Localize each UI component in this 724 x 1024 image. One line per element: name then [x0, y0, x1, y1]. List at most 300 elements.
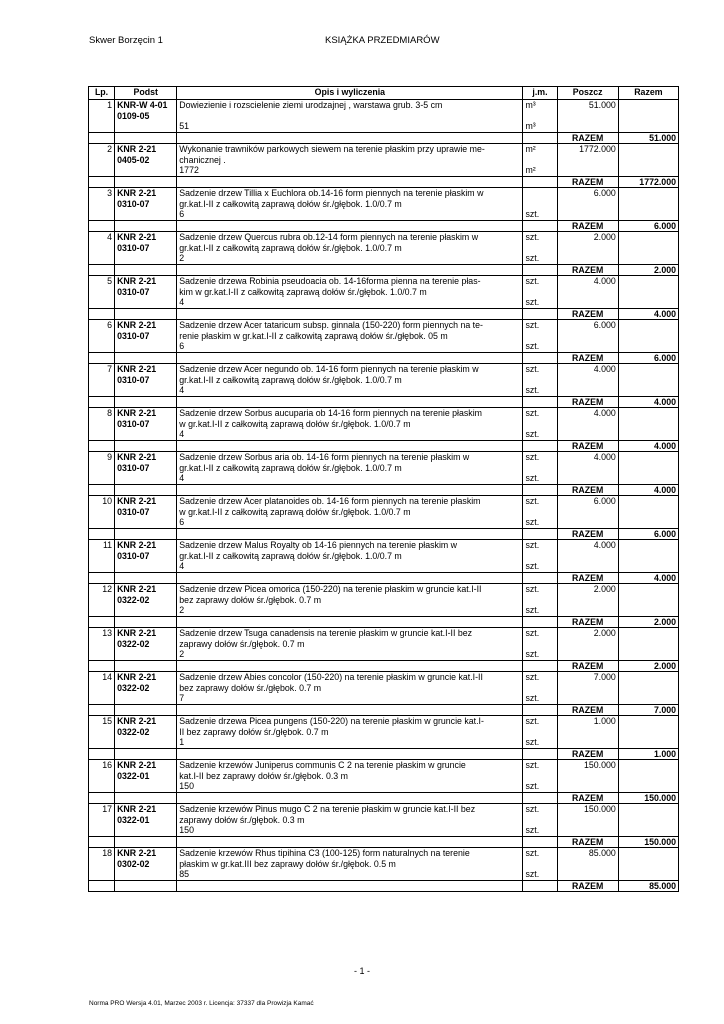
unit-line: szt.	[525, 584, 540, 594]
total-row-empty-cell	[89, 836, 115, 848]
basis-line: 0310-07	[117, 462, 150, 473]
item-number: 17	[89, 804, 115, 837]
total-row-empty-cell	[523, 220, 557, 232]
total-row-empty-cell	[89, 440, 115, 452]
item-unit	[523, 540, 557, 573]
item-number: 9	[89, 452, 115, 485]
item-unit	[523, 232, 557, 265]
item-total-empty	[618, 540, 678, 573]
calculation-line: 4	[179, 385, 185, 395]
partial-value: 2.000	[593, 232, 616, 242]
basis-line: 0310-07	[117, 374, 150, 385]
total-label: RAZEM	[557, 572, 618, 584]
total-row-empty-cell	[523, 308, 557, 320]
total-label: RAZEM	[557, 748, 618, 760]
unit-line: szt.	[525, 408, 540, 418]
total-value: 1772.000	[618, 176, 678, 188]
unit-spacer	[525, 551, 554, 562]
unit-spacer	[525, 199, 554, 210]
total-label: RAZEM	[557, 352, 618, 364]
calculation-line: 4	[179, 297, 185, 307]
total-row-empty-cell	[89, 704, 115, 716]
description-line: Sadzenie krzewów Rhus tipihina C3 (100-125) form naturalnych na terenie	[179, 848, 470, 858]
basis-line: 0322-02	[117, 638, 150, 649]
basis-line: 0322-02	[117, 594, 150, 605]
item-unit	[523, 144, 557, 177]
table-row	[89, 100, 679, 133]
description-line: renie płaskim w gr.kat.I-II z całkowitą zaprawą dołów śr./głębok. 05 m	[179, 330, 448, 341]
description-line: Sadzenie drzewa Robinia pseudoacia ob. 14-16forma pienna na terenie płas-	[179, 276, 481, 286]
item-number: 11	[89, 540, 115, 573]
calculation-line: 6	[179, 517, 185, 527]
description-line: Sadzenie drzew Quercus rubra ob.12-14 form piennych na terenie płaskim w	[179, 232, 479, 242]
item-total-empty	[618, 760, 678, 793]
basis-line: KNR 2-21	[117, 188, 157, 198]
table-row	[89, 628, 679, 661]
item-partial-quantity	[557, 672, 618, 705]
description-line: kim w gr.kat.I-II z całkowitą zaprawą dołów śr./głębok. 1.0/0.7 m	[179, 286, 427, 297]
description-line: płaskim w gr.kat.III bez zaprawy dołów śr./głębok. 0.5 m	[179, 858, 396, 869]
basis-line: 0322-02	[117, 682, 150, 693]
total-value: 4.000	[618, 308, 678, 320]
calculation-line: 85	[179, 869, 190, 879]
partial-value: 2.000	[593, 584, 616, 594]
total-value: 1.000	[618, 748, 678, 760]
basis-line: KNR 2-21	[117, 320, 157, 330]
description-line: w gr.kat.I-II z całkowitą zaprawą dołów śr./głębok. 1.0/0.7 m	[179, 418, 411, 429]
total-row-empty-cell	[177, 220, 523, 232]
total-label: RAZEM	[557, 660, 618, 672]
partial-value: 4.000	[593, 452, 616, 462]
basis-line: 0310-07	[117, 286, 150, 297]
item-partial-quantity	[557, 320, 618, 353]
total-row-empty-cell	[115, 440, 177, 452]
total-value: 51.000	[618, 132, 678, 144]
unit-line: m²	[525, 144, 536, 154]
total-row	[89, 176, 679, 188]
item-description	[177, 232, 523, 265]
total-label: RAZEM	[557, 880, 618, 892]
total-row-empty-cell	[523, 572, 557, 584]
unit-line: szt.	[525, 517, 540, 527]
total-row	[89, 704, 679, 716]
item-partial-quantity	[557, 100, 618, 133]
unit-spacer	[525, 727, 554, 738]
item-description	[177, 276, 523, 309]
unit-spacer	[525, 463, 554, 474]
item-partial-quantity	[557, 408, 618, 441]
unit-line: szt.	[525, 737, 540, 747]
item-total-empty	[618, 276, 678, 309]
item-basis	[115, 628, 177, 661]
description-line: bez zaprawy dołów śr./głębok. 0.7 m	[179, 594, 322, 605]
basis-line: KNR 2-21	[117, 408, 157, 418]
table-row	[89, 672, 679, 705]
total-row	[89, 352, 679, 364]
total-row-empty-cell	[523, 352, 557, 364]
total-row-empty-cell	[115, 704, 177, 716]
item-partial-quantity	[557, 188, 618, 221]
item-partial-quantity	[557, 232, 618, 265]
item-description	[177, 408, 523, 441]
item-partial-quantity	[557, 628, 618, 661]
basis-line: KNR 2-21	[117, 760, 157, 770]
total-row-empty-cell	[115, 572, 177, 584]
item-total-empty	[618, 320, 678, 353]
total-row-empty-cell	[177, 396, 523, 408]
partial-value: 1.000	[593, 716, 616, 726]
calculation-line: 6	[179, 209, 185, 219]
total-row-empty-cell	[523, 396, 557, 408]
item-partial-quantity	[557, 584, 618, 617]
item-basis	[115, 320, 177, 353]
description-line: gr.kat.I-II z całkowitą zaprawą dołów śr./głębok. 1.0/0.7 m	[179, 462, 402, 473]
partial-value: 150.000	[583, 804, 616, 814]
item-unit	[523, 716, 557, 749]
total-row-empty-cell	[177, 440, 523, 452]
item-unit	[523, 848, 557, 881]
description-line: kat.I-II bez zaprawy dołów śr./głębok. 0.3 m	[179, 770, 348, 781]
table-row	[89, 144, 679, 177]
total-row	[89, 220, 679, 232]
item-total-empty	[618, 408, 678, 441]
unit-line: szt.	[525, 385, 540, 395]
unit-line: szt.	[525, 716, 540, 726]
total-row	[89, 440, 679, 452]
calculation-line: 2	[179, 253, 185, 263]
basis-line: 0302-02	[117, 858, 150, 869]
item-total-empty	[618, 364, 678, 397]
total-row-empty-cell	[523, 880, 557, 892]
total-row-empty-cell	[177, 528, 523, 540]
item-basis	[115, 760, 177, 793]
unit-line: szt.	[525, 232, 540, 242]
total-row-empty-cell	[115, 396, 177, 408]
total-value: 6.000	[618, 528, 678, 540]
unit-line: szt.	[525, 561, 540, 571]
description-line: Sadzenie drzew Tillia x Euchlora ob.14-16 form piennych na terenie płaskim w	[179, 188, 484, 198]
total-value: 6.000	[618, 352, 678, 364]
item-number: 18	[89, 848, 115, 881]
col-header-opis: Opis i wyliczenia	[177, 87, 523, 100]
item-unit	[523, 276, 557, 309]
calculation-line: 4	[179, 429, 185, 439]
item-basis	[115, 364, 177, 397]
total-row-empty-cell	[115, 352, 177, 364]
total-row-empty-cell	[115, 616, 177, 628]
total-row-empty-cell	[115, 836, 177, 848]
total-row-empty-cell	[89, 660, 115, 672]
item-basis	[115, 100, 177, 133]
description-line: Sadzenie drzewa Picea pungens (150-220) na terenie płaskim w gruncie kat.I-	[179, 716, 484, 726]
unit-line: szt.	[525, 628, 540, 638]
total-row	[89, 792, 679, 804]
total-label: RAZEM	[557, 836, 618, 848]
item-number: 4	[89, 232, 115, 265]
description-line: chanicznej .	[179, 154, 226, 165]
calculation-line: 1	[179, 737, 185, 747]
total-row-empty-cell	[115, 484, 177, 496]
total-row-empty-cell	[177, 308, 523, 320]
item-description	[177, 672, 523, 705]
item-description	[177, 144, 523, 177]
item-number: 12	[89, 584, 115, 617]
total-label: RAZEM	[557, 132, 618, 144]
item-description	[177, 188, 523, 221]
unit-line: szt.	[525, 540, 540, 550]
total-value: 150.000	[618, 792, 678, 804]
partial-value: 51.000	[588, 100, 616, 110]
basis-line: KNR 2-21	[117, 540, 157, 550]
item-partial-quantity	[557, 848, 618, 881]
basis-line: KNR 2-21	[117, 232, 157, 242]
total-row-empty-cell	[177, 748, 523, 760]
item-partial-quantity	[557, 276, 618, 309]
total-row-empty-cell	[177, 704, 523, 716]
description-line: gr.kat.I-II z całkowitą zaprawą dołów śr./głębok. 1.0/0.7 m	[179, 374, 402, 385]
item-partial-quantity	[557, 760, 618, 793]
item-description	[177, 540, 523, 573]
total-label: RAZEM	[557, 264, 618, 276]
table-row	[89, 188, 679, 221]
basis-line: 0322-01	[117, 770, 150, 781]
total-row	[89, 616, 679, 628]
unit-line: szt.	[525, 253, 540, 263]
item-number: 13	[89, 628, 115, 661]
item-basis	[115, 540, 177, 573]
item-partial-quantity	[557, 540, 618, 573]
item-unit	[523, 408, 557, 441]
unit-spacer	[525, 639, 554, 650]
total-label: RAZEM	[557, 308, 618, 320]
total-row-empty-cell	[89, 308, 115, 320]
item-basis	[115, 716, 177, 749]
calculation-line: 4	[179, 473, 185, 483]
total-value: 150.000	[618, 836, 678, 848]
total-label: RAZEM	[557, 176, 618, 188]
item-number: 3	[89, 188, 115, 221]
total-row-empty-cell	[523, 660, 557, 672]
basis-line: KNR 2-21	[117, 144, 157, 154]
item-unit	[523, 804, 557, 837]
measurement-table	[88, 86, 679, 892]
total-row	[89, 660, 679, 672]
unit-line: szt.	[525, 760, 540, 770]
total-row	[89, 132, 679, 144]
item-total-empty	[618, 628, 678, 661]
unit-spacer	[525, 155, 554, 166]
basis-line: KNR 2-21	[117, 584, 157, 594]
description-line: Sadzenie drzew Malus Royalty ob 14-16 piennych na terenie płaskim w	[179, 540, 458, 550]
total-row-empty-cell	[115, 880, 177, 892]
total-row-empty-cell	[523, 528, 557, 540]
item-description	[177, 452, 523, 485]
total-row	[89, 528, 679, 540]
item-partial-quantity	[557, 144, 618, 177]
unit-line: szt.	[525, 364, 540, 374]
unit-line: szt.	[525, 473, 540, 483]
unit-line: szt.	[525, 297, 540, 307]
description-line: Dowiezienie i rozscielenie ziemi urodzajnej , warstawa grub. 3-5 cm	[179, 100, 443, 110]
total-row-empty-cell	[177, 352, 523, 364]
basis-line: 0310-07	[117, 242, 150, 253]
total-row-empty-cell	[89, 264, 115, 276]
basis-line: KNR 2-21	[117, 848, 157, 858]
item-number: 16	[89, 760, 115, 793]
description-line: Sadzenie drzew Acer tataricum subsp. ginnala (150-220) form piennych na te-	[179, 320, 483, 330]
unit-line: szt.	[525, 429, 540, 439]
total-row	[89, 484, 679, 496]
total-row-empty-cell	[89, 616, 115, 628]
table-row	[89, 276, 679, 309]
partial-value: 6.000	[593, 188, 616, 198]
unit-line: szt.	[525, 276, 540, 286]
total-row	[89, 396, 679, 408]
total-label: RAZEM	[557, 440, 618, 452]
item-description	[177, 496, 523, 529]
unit-line: szt.	[525, 452, 540, 462]
item-description	[177, 628, 523, 661]
unit-spacer	[525, 375, 554, 386]
item-basis	[115, 276, 177, 309]
basis-line: 0322-01	[117, 814, 150, 825]
partial-value: 150.000	[583, 760, 616, 770]
calculation-line: 7	[179, 693, 185, 703]
item-description	[177, 100, 523, 133]
col-header-lp: Lp.	[89, 87, 115, 100]
partial-value: 6.000	[593, 496, 616, 506]
basis-line: KNR 2-21	[117, 276, 157, 286]
total-row-empty-cell	[89, 396, 115, 408]
item-basis	[115, 584, 177, 617]
item-total-empty	[618, 848, 678, 881]
basis-line: KNR 2-21	[117, 452, 157, 462]
item-number: 1	[89, 100, 115, 133]
unit-line: szt.	[525, 672, 540, 682]
basis-line: 0310-07	[117, 506, 150, 517]
total-row-empty-cell	[523, 748, 557, 760]
total-row-empty-cell	[115, 792, 177, 804]
item-total-empty	[618, 672, 678, 705]
item-number: 8	[89, 408, 115, 441]
table-row	[89, 452, 679, 485]
total-row-empty-cell	[89, 572, 115, 584]
calculation-line: 1772	[179, 165, 199, 175]
total-row-empty-cell	[89, 484, 115, 496]
item-number: 5	[89, 276, 115, 309]
item-total-empty	[618, 716, 678, 749]
total-row-empty-cell	[523, 792, 557, 804]
description-line: zaprawy dołów śr./głębok. 0.7 m	[179, 638, 305, 649]
item-total-empty	[618, 188, 678, 221]
basis-line: 0109-05	[117, 110, 150, 121]
item-basis	[115, 848, 177, 881]
item-description	[177, 584, 523, 617]
basis-line: KNR 2-21	[117, 628, 157, 638]
unit-line: szt.	[525, 649, 540, 659]
table-row	[89, 364, 679, 397]
item-partial-quantity	[557, 716, 618, 749]
total-row-empty-cell	[523, 132, 557, 144]
table-row	[89, 584, 679, 617]
total-row-empty-cell	[523, 176, 557, 188]
item-partial-quantity	[557, 496, 618, 529]
basis-line: KNR 2-21	[117, 716, 157, 726]
unit-spacer	[525, 243, 554, 254]
item-total-empty	[618, 804, 678, 837]
total-label: RAZEM	[557, 484, 618, 496]
description-line: Sadzenie drzew Sorbus aucuparia ob 14-16 form piennych na terenie płaskim	[179, 408, 482, 418]
total-row-empty-cell	[177, 176, 523, 188]
total-row-empty-cell	[89, 220, 115, 232]
unit-line	[525, 188, 554, 199]
total-value: 4.000	[618, 396, 678, 408]
partial-value: 1772.000	[579, 144, 616, 154]
total-row	[89, 308, 679, 320]
description-line: Sadzenie drzew Sorbus aria ob. 14-16 form piennych na terenie płaskim w	[179, 452, 470, 462]
table-row	[89, 804, 679, 837]
total-row-empty-cell	[523, 484, 557, 496]
total-value: 2.000	[618, 660, 678, 672]
description-line: bez zaprawy dołów śr./głębok. 0.7 m	[179, 682, 322, 693]
calculation-line: 2	[179, 649, 185, 659]
item-total-empty	[618, 144, 678, 177]
description-line: II bez zaprawy dołów śr./głębok. 0.7 m	[179, 726, 329, 737]
item-number: 6	[89, 320, 115, 353]
item-description	[177, 848, 523, 881]
total-row-empty-cell	[523, 616, 557, 628]
description-line: Sadzenie drzew Acer negundo ob. 14-16 form piennych na terenie płaskim w	[179, 364, 479, 374]
table-row	[89, 496, 679, 529]
total-label: RAZEM	[557, 220, 618, 232]
item-basis	[115, 452, 177, 485]
document-title: KSIĄŻKA PRZEDMIARÓW	[325, 35, 440, 46]
item-description	[177, 760, 523, 793]
item-unit	[523, 452, 557, 485]
total-row-empty-cell	[89, 132, 115, 144]
item-basis	[115, 804, 177, 837]
basis-line: 0310-07	[117, 418, 150, 429]
total-row-empty-cell	[523, 440, 557, 452]
partial-value: 4.000	[593, 364, 616, 374]
description-line: Sadzenie krzewów Pinus mugo C 2 na terenie płaskim w gruncie kat.I-II bez	[179, 804, 476, 814]
partial-value: 6.000	[593, 320, 616, 330]
item-number: 7	[89, 364, 115, 397]
total-row-empty-cell	[115, 660, 177, 672]
item-total-empty	[618, 452, 678, 485]
item-partial-quantity	[557, 452, 618, 485]
unit-line: szt.	[525, 869, 540, 879]
unit-spacer	[525, 859, 554, 870]
basis-line: 0405-02	[117, 154, 150, 165]
table-row	[89, 540, 679, 573]
unit-line: szt.	[525, 848, 540, 858]
col-header-razem: Razem	[618, 87, 678, 100]
item-unit	[523, 584, 557, 617]
total-value: 6.000	[618, 220, 678, 232]
description-line: zaprawy dołów śr./głębok. 0.3 m	[179, 814, 305, 825]
item-unit	[523, 760, 557, 793]
total-value: 4.000	[618, 484, 678, 496]
item-total-empty	[618, 496, 678, 529]
unit-line: szt.	[525, 605, 540, 615]
item-basis	[115, 188, 177, 221]
total-row-empty-cell	[177, 880, 523, 892]
item-unit	[523, 364, 557, 397]
description-line: gr.kat.I-II z całkowitą zaprawą dołów śr./głębok. 1.0/0.7 m	[179, 198, 402, 209]
unit-line: m³	[525, 100, 536, 110]
table-row	[89, 320, 679, 353]
